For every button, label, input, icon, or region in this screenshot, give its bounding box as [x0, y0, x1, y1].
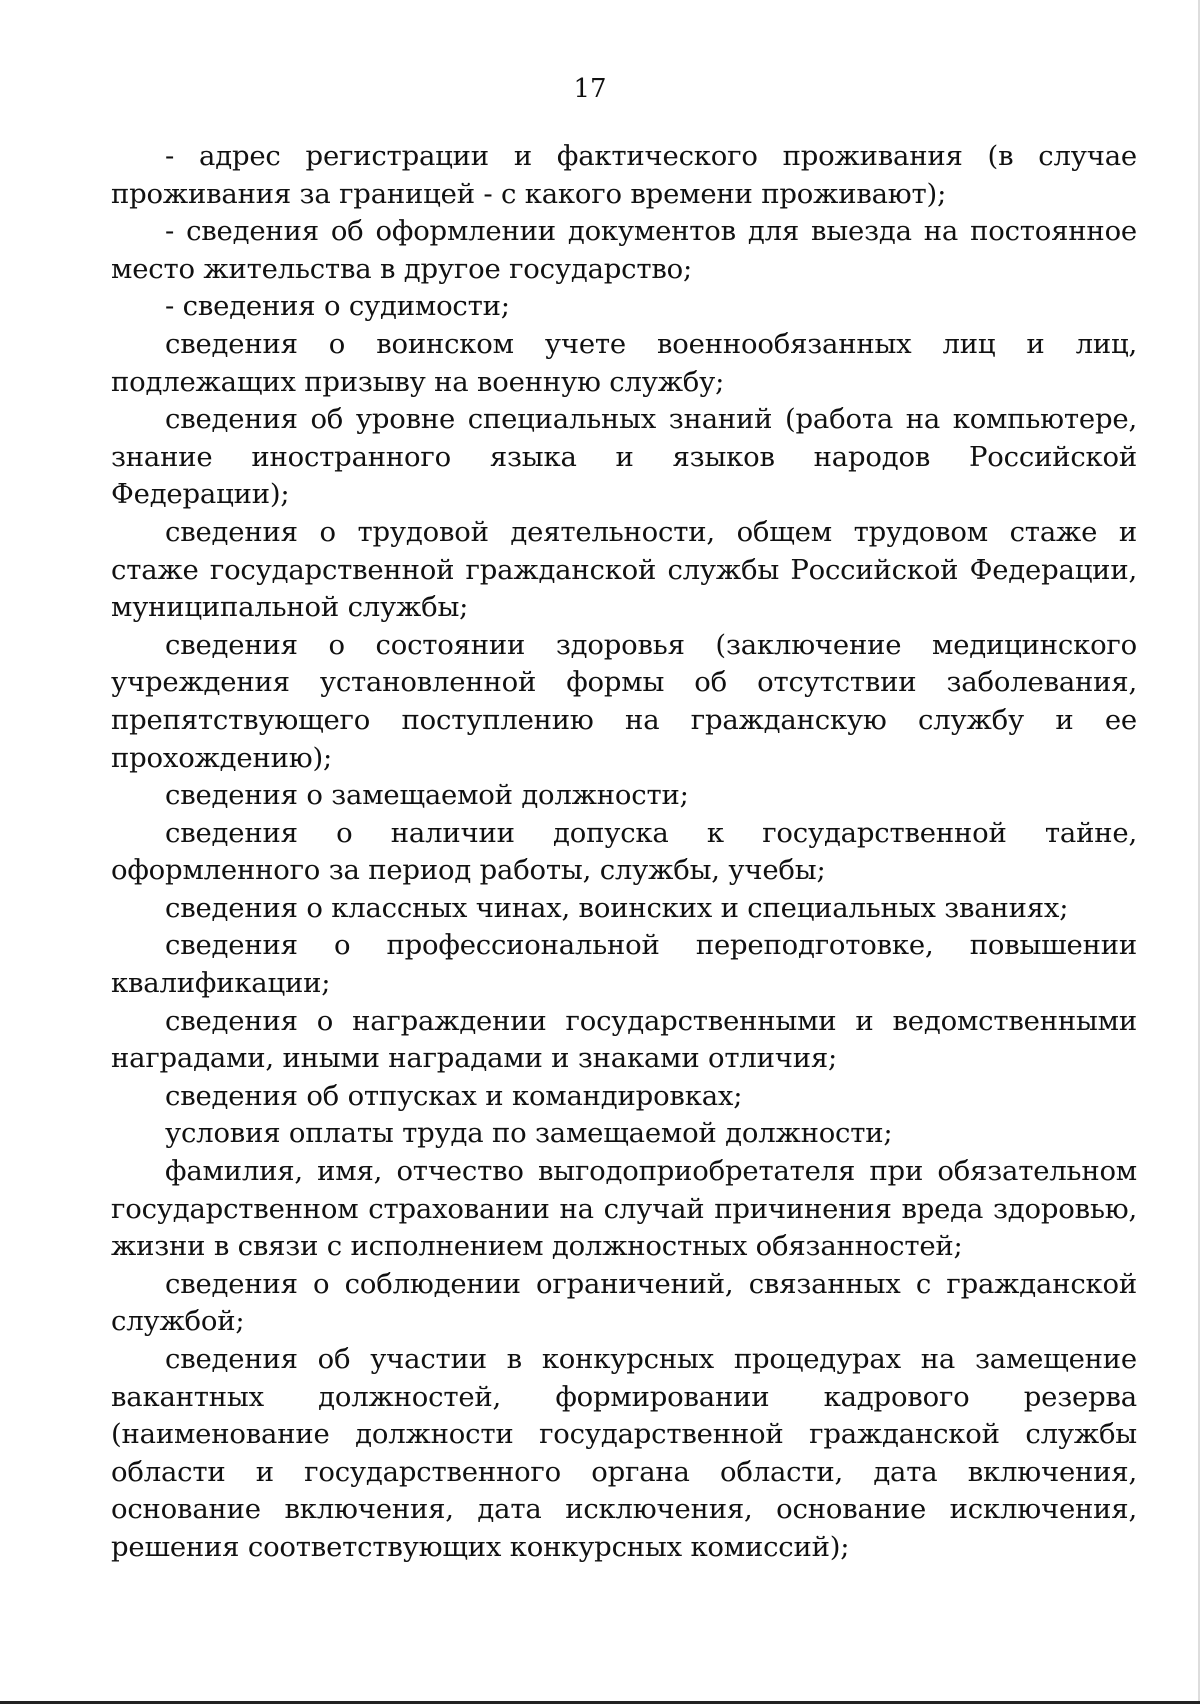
- list-item: сведения о награждении государственными и ведомственными наградами, иными наградами и знаками отличия;: [111, 1004, 1137, 1075]
- list-item: - сведения о судимости;: [165, 290, 510, 323]
- list-item: сведения о воинском учете военнообязанных лиц и лиц, подлежащих призыву на военную службу;: [111, 327, 1137, 398]
- list-item: - адрес регистрации и фактического проживания (в случае проживания за границей - с какого времени проживают);: [111, 140, 1137, 210]
- list-item: сведения о состоянии здоровья (заключение медицинского учреждения установленной формы об отсутствии заболевания, препятствующего поступлению на гражданскую службу и ее прохождению);: [111, 628, 1137, 774]
- page-number: 17: [573, 74, 607, 104]
- list-item: сведения о профессиональной переподготовке, повышении квалификации;: [111, 929, 1137, 1000]
- document-body: [111, 138, 1137, 1567]
- list-item: фамилия, имя, отчество выгодоприобретателя при обязательном государственном страховании на случай причинения вреда здоровью, жизни в связи с исполнением должностных обязанностей;: [111, 1155, 1137, 1263]
- list-item: сведения об участии в конкурсных процедурах на замещение вакантных должностей, формировании кадрового резерва (наименование должности государственной гражданской службы области и государственного органа области, дата включения, основание включения, дата исключения, основание исключения, решения соответствующих конкурсных комиссий);: [111, 1343, 1137, 1563]
- list-item: сведения об уровне специальных знаний (работа на компьютере, знание иностранного языка и языков народов Российской Федерации);: [111, 403, 1137, 511]
- list-item: сведения о соблюдении ограничений, связанных с гражданской службой;: [111, 1267, 1137, 1338]
- list-item: сведения о наличии допуска к государственной тайне, оформленного за период работы, службы, учебы;: [111, 816, 1137, 887]
- list-item: сведения о замещаемой должности;: [165, 779, 689, 812]
- list-item: сведения о классных чинах, воинских и специальных званиях;: [165, 891, 1069, 924]
- list-item: - сведения об оформлении документов для выезда на постоянное место жительства в другое государство;: [111, 215, 1137, 285]
- list-item: условия оплаты труда по замещаемой должности;: [165, 1117, 893, 1150]
- list-item: сведения о трудовой деятельности, общем трудовом стаже и стаже государственной гражданской службы Российской Федерации, муниципальной службы;: [111, 515, 1137, 624]
- list-item: сведения об отпусках и командировках;: [165, 1079, 743, 1112]
